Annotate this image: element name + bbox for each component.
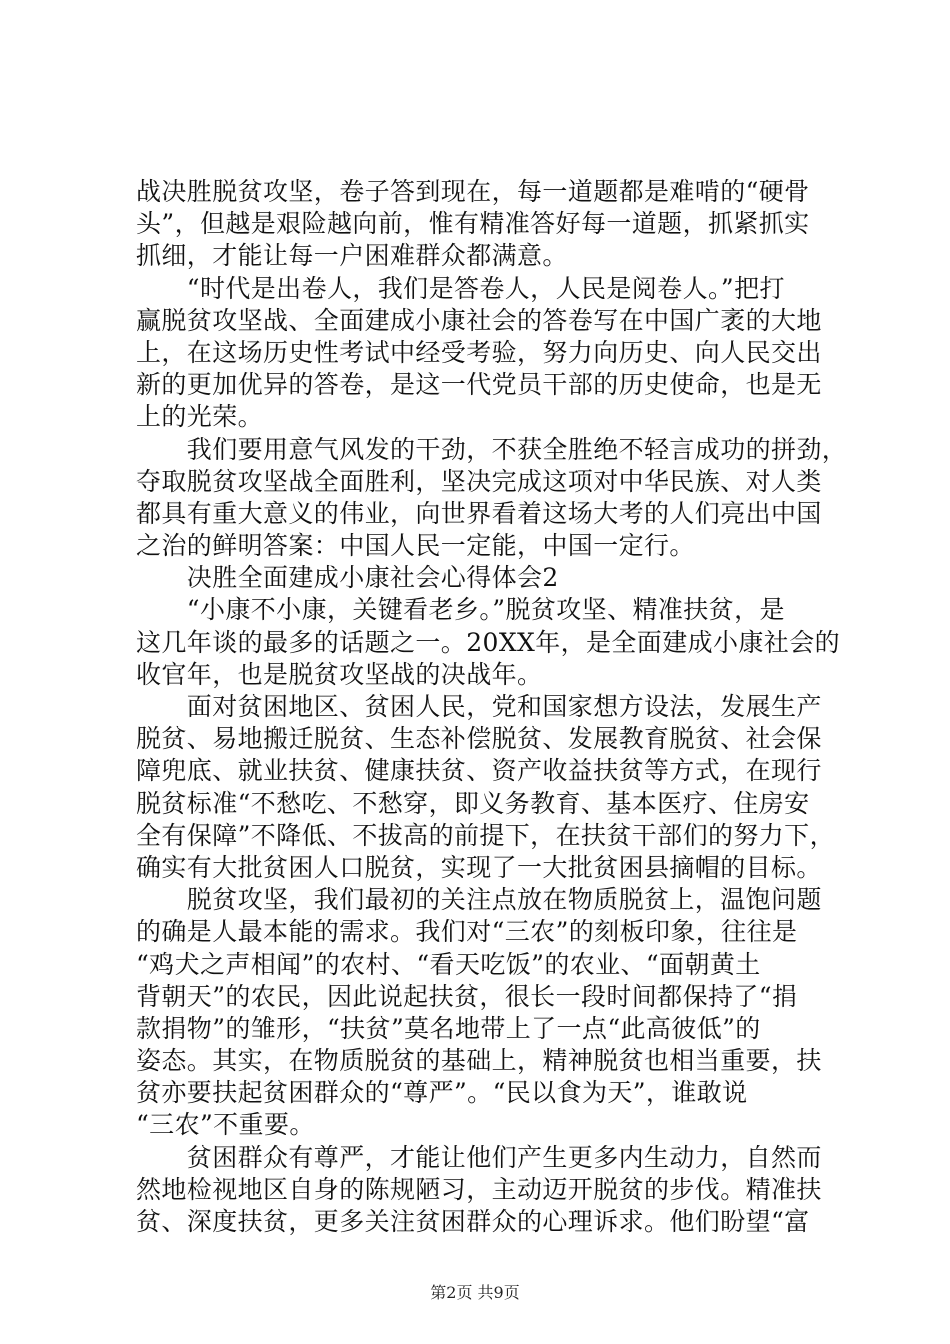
- text-line: 之治的鲜明答案：中国人民一定能，中国一定行。: [136, 531, 695, 561]
- text-line: 抓细，才能让每一户困难群众都满意。: [136, 241, 568, 271]
- page-number-footer: 第2页 共9页: [430, 1283, 520, 1302]
- text-line: 贫亦要扶起贫困群众的“尊严”。“民以食为天”，谁敢说: [136, 1078, 748, 1108]
- text-line: 全有保障”不降低、不拔高的前提下，在扶贫干部们的努力下，: [136, 820, 835, 850]
- text-line: 背朝天”的农民，因此说起扶贫，很长一段时间都保持了“捐: [136, 981, 798, 1011]
- text-line: 款捐物”的雏形，“扶贫”莫名地带上了一点“此高彼低”的: [136, 1013, 761, 1043]
- text-line: “鸡犬之声相闻”的农村、“看天吃饭”的农业、“面朝黄土: [136, 949, 761, 979]
- text-line: 上，在这场历史性考试中经受考验，努力向历史、向人民交出: [136, 337, 822, 367]
- text-line: 头”，但越是艰险越向前，惟有精准答好每一道题，抓紧抓实: [136, 209, 810, 239]
- text-line: 战决胜脱贫攻坚，卷子答到现在，每一道题都是难啃的“硬骨: [136, 177, 810, 206]
- text-line: 都具有重大意义的伟业，向世界看着这场大考的人们亮出中国: [136, 498, 822, 528]
- document-body: [136, 176, 848, 1238]
- text-line: 上的光荣。: [136, 402, 264, 432]
- text-line: 新的更加优异的答卷，是这一代党员干部的历史使命，也是无: [136, 370, 822, 400]
- text-line: 贫、深度扶贫，更多关注贫困群众的心理诉求。他们盼望“富: [136, 1207, 810, 1236]
- text-line: 赢脱贫攻坚战、全面建成小康社会的答卷写在中国广袤的大地: [136, 305, 822, 335]
- section-heading: 决胜全面建成小康社会心得体会2: [136, 563, 559, 593]
- text-line: 的确是人最本能的需求。我们对“三农”的刻板印象，往往是: [136, 917, 798, 947]
- text-line: “小康不小康，关键看老乡。”脱贫攻坚、精准扶贫，是: [136, 595, 785, 625]
- text-line: 确实有大批贫困人口脱贫，实现了一大批贫困县摘帽的目标。: [136, 852, 822, 882]
- text-line: 贫困群众有尊严，才能让他们产生更多内生动力，自然而: [136, 1142, 822, 1172]
- text-line: 我们要用意气风发的干劲，不获全胜绝不轻言成功的拼劲，: [136, 434, 848, 464]
- text-line: 这几年谈的最多的话题之一。20XX年，是全面建成小康社会的: [136, 627, 841, 657]
- text-line: 姿态。其实，在物质脱贫的基础上，精神脱贫也相当重要，扶: [136, 1046, 822, 1076]
- text-line: 脱贫攻坚，我们最初的关注点放在物质脱贫上，温饱问题: [136, 885, 822, 915]
- text-line: 夺取脱贫攻坚战全面胜利，坚决完成这项对中华民族、对人类: [136, 466, 822, 496]
- text-line: 障兜底、就业扶贫、健康扶贫、资产收益扶贫等方式，在现行: [136, 756, 822, 786]
- text-line: 收官年，也是脱贫攻坚战的决战年。: [136, 659, 543, 689]
- text-line: “时代是出卷人，我们是答卷人，人民是阅卷人。”把打: [136, 273, 785, 303]
- text-line: 脱贫、易地搬迁脱贫、生态补偿脱贫、发展教育脱贫、社会保: [136, 724, 822, 754]
- text-line: “三农”不重要。: [136, 1110, 315, 1140]
- text-line: 然地检视地区自身的陈规陋习，主动迈开脱贫的步伐。精准扶: [136, 1174, 822, 1204]
- text-line: 面对贫困地区、贫困人民，党和国家想方设法，发展生产: [136, 692, 822, 721]
- text-line: 脱贫标准“不愁吃、不愁穿，即义务教育、基本医疗、住房安: [136, 788, 810, 818]
